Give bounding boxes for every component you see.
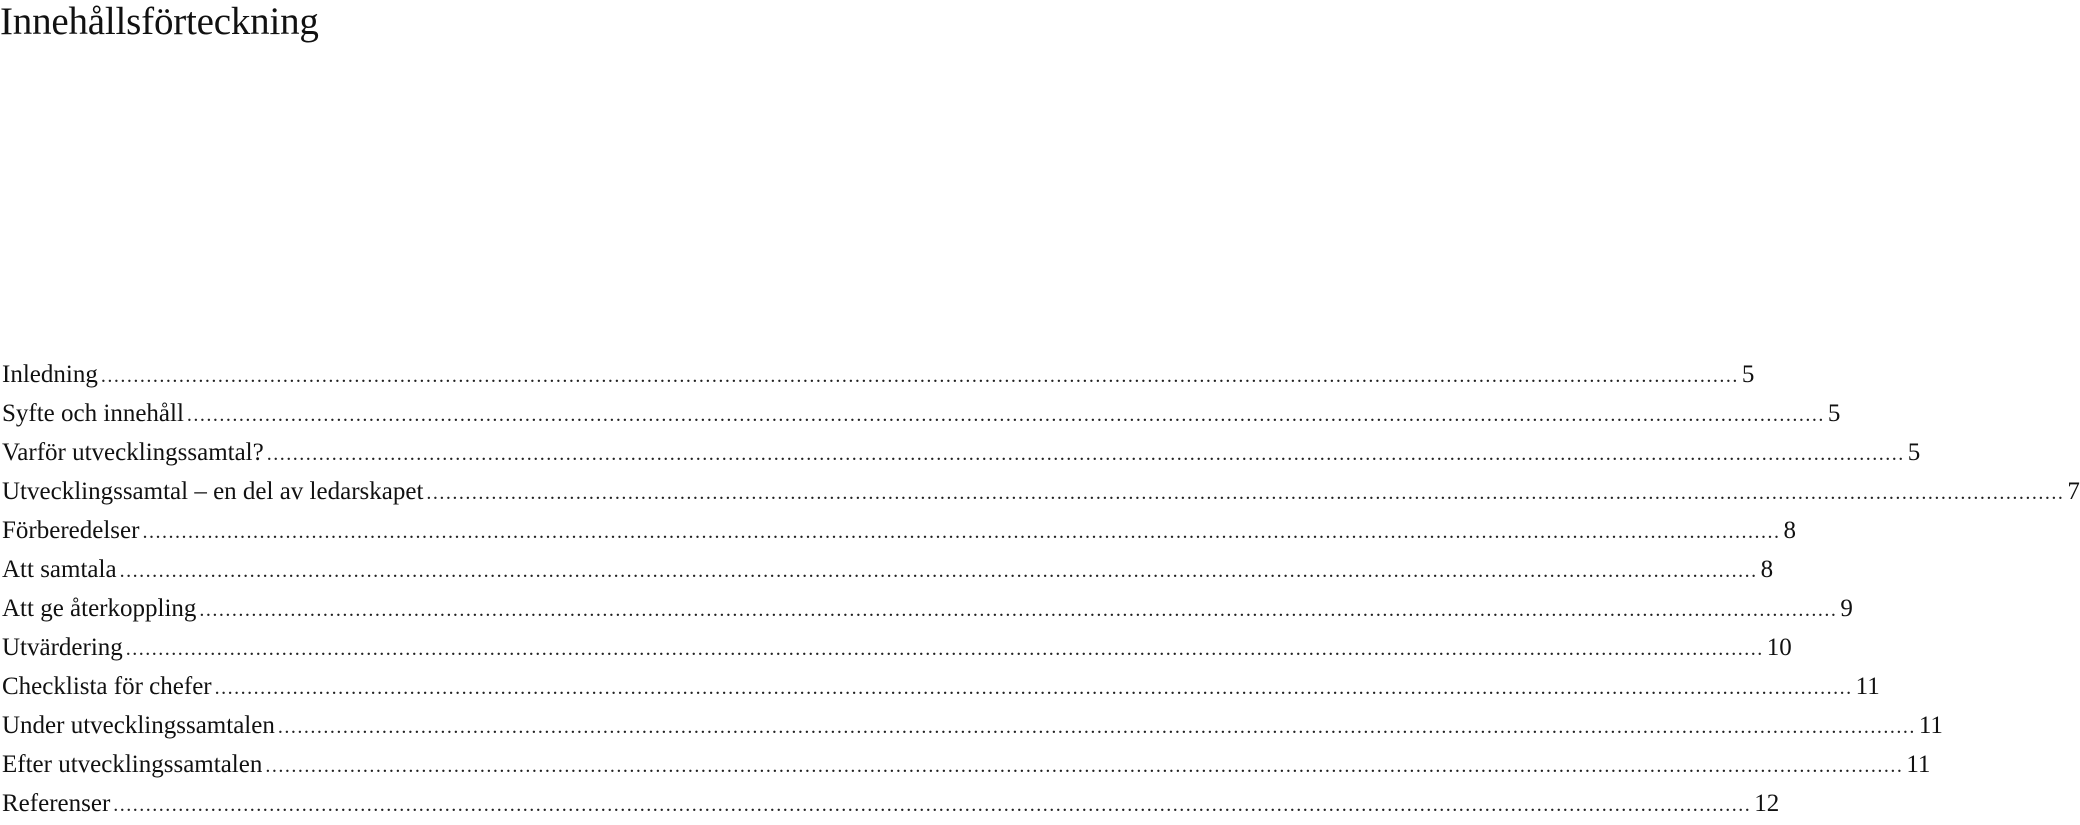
page-title: Innehållsförteckning [0,0,319,43]
toc-entry[interactable] [2,745,1931,784]
toc-dot-leader: ............................................................................................................................................................................................................................................................ [277,716,1916,738]
toc-page-number: 5 [1827,400,1841,427]
toc-entry-label: Inledning [2,361,98,388]
toc-entry[interactable] [2,511,1796,550]
toc-entry-label: Efter utvecklingssamtalen [2,751,263,778]
toc-dot-leader: ............................................................................................................................................................................................................................................................ [214,677,1853,699]
toc-dot-leader: ............................................................................................................................................................................................................................................................ [426,482,2065,504]
toc-page-number: 11 [1918,712,1943,739]
toc-entry-label: Under utvecklingssamtalen [2,712,275,739]
toc-dot-leader: ............................................................................................................................................................................................................................................................ [119,560,1758,582]
toc-page-number: 5 [1741,361,1755,388]
toc-dot-leader: ............................................................................................................................................................................................................................................................ [100,365,1739,387]
toc-entry-label: Utvecklingssamtal – en del av ledarskapet [2,478,424,505]
toc-entry[interactable] [2,550,1774,589]
toc-page-number: 8 [1783,517,1796,544]
table-of-contents [2,355,2080,823]
toc-entry[interactable] [2,472,2080,511]
toc-page-number: 5 [1907,439,1921,466]
toc-entry-label: Utvärdering [2,634,123,661]
toc-dot-leader: ............................................................................................................................................................................................................................................................ [266,443,1905,465]
toc-entry[interactable] [2,706,1943,745]
toc-entry[interactable] [2,589,1853,628]
toc-entry[interactable] [2,394,1841,433]
toc-entry[interactable] [2,433,1921,472]
toc-page-number: 9 [1840,595,1853,622]
toc-dot-leader: ............................................................................................................................................................................................................................................................ [142,521,1781,543]
toc-page-number: 8 [1760,556,1774,583]
toc-dot-leader: ............................................................................................................................................................................................................................................................ [113,794,1752,816]
toc-entry[interactable] [2,667,1880,706]
toc-page-number: 11 [1906,751,1931,778]
toc-dot-leader: ............................................................................................................................................................................................................................................................ [125,638,1764,660]
toc-dot-leader: ............................................................................................................................................................................................................................................................ [199,599,1838,621]
toc-dot-leader: ............................................................................................................................................................................................................................................................ [186,404,1825,426]
toc-page-number: 7 [2067,478,2080,505]
toc-entry-label: Att samtala [2,556,117,583]
toc-entry-label: Att ge återkoppling [2,595,197,622]
toc-entry[interactable] [2,628,1792,667]
toc-page-number: 11 [1855,673,1880,700]
toc-entry-label: Checklista för chefer [2,673,212,700]
toc-entry[interactable] [2,355,1755,394]
toc-entry-label: Varför utvecklingssamtal? [2,439,264,466]
toc-page-number: 12 [1754,790,1780,817]
toc-entry-label: Förberedelser [2,517,140,544]
toc-entry[interactable] [2,784,1780,823]
toc-entry-label: Referenser [2,790,111,817]
toc-dot-leader: ............................................................................................................................................................................................................................................................ [265,755,1904,777]
toc-page-number: 10 [1766,634,1792,661]
toc-entry-label: Syfte och innehåll [2,400,184,427]
